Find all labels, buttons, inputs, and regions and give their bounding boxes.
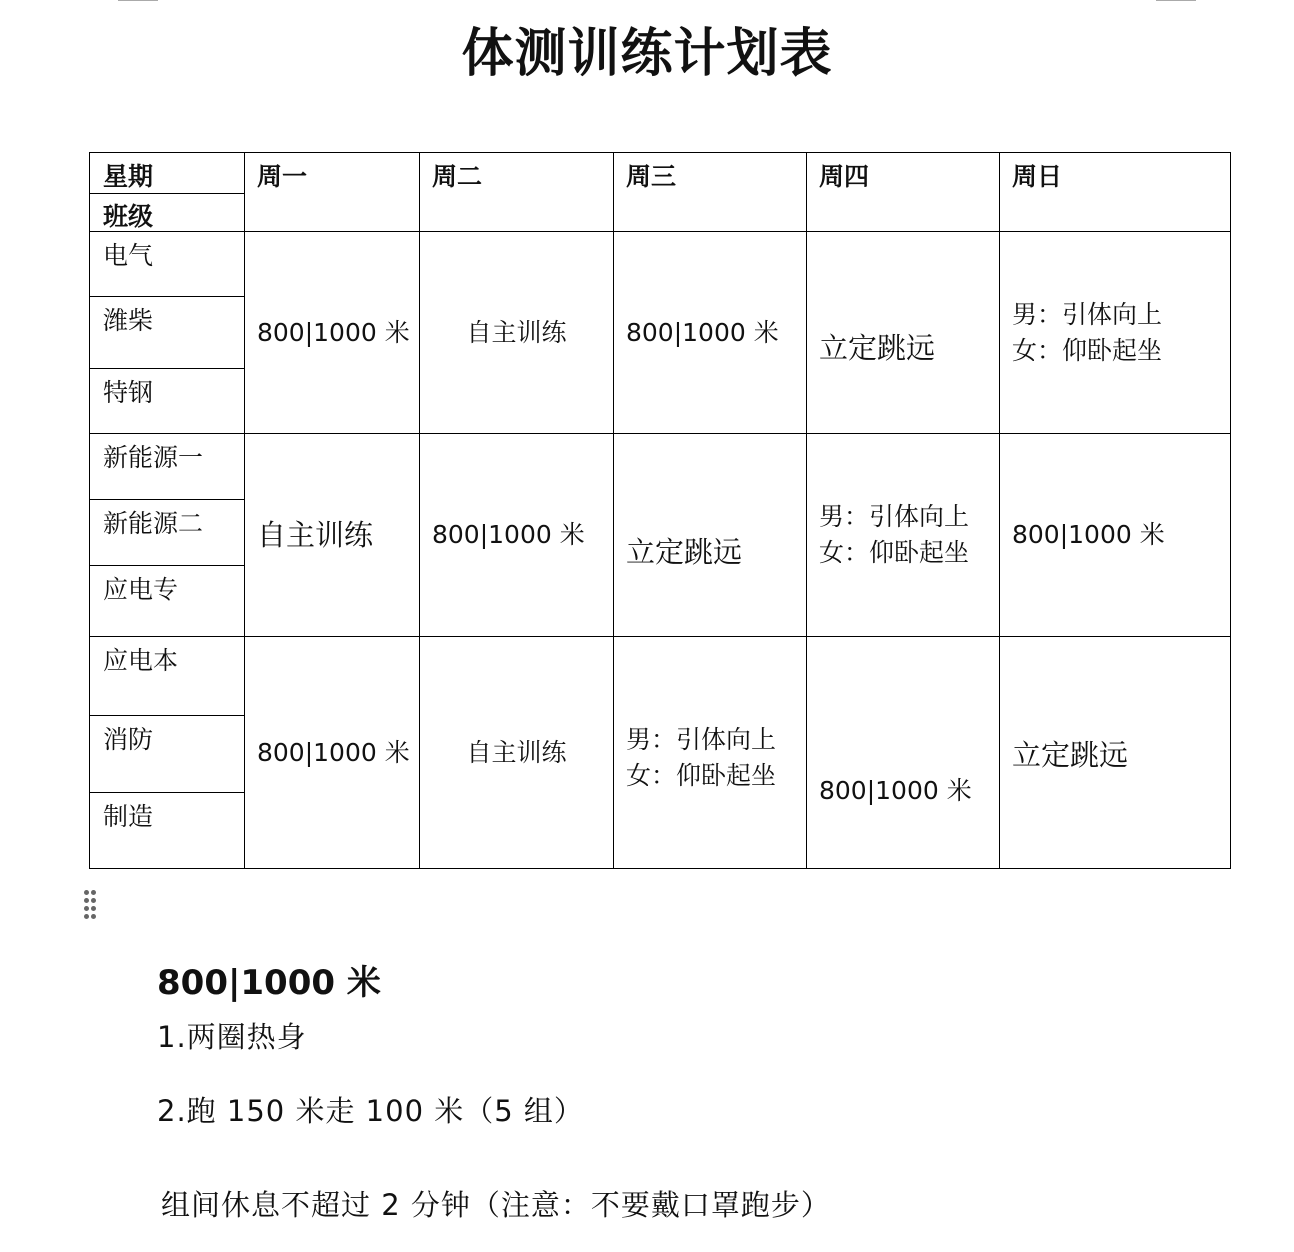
class-group-cell: [90, 434, 245, 637]
class-group-cell: [90, 637, 245, 869]
class-name: 特钢: [90, 368, 244, 432]
day-header-thu: 周四: [807, 153, 1000, 232]
drag-handle-icon[interactable]: [84, 890, 98, 920]
activity-cell: 800|1000 米: [245, 637, 420, 869]
class-name: 消防: [90, 715, 244, 792]
activity-cell: 800|1000 米: [614, 232, 807, 434]
activity-cell: 男：引体向上 女：仰卧起坐: [1000, 232, 1231, 434]
activity-cell: 男：引体向上 女：仰卧起坐: [807, 434, 1000, 637]
training-notes: [157, 955, 831, 1222]
class-name: 应电专: [90, 565, 244, 635]
activity-cell: 立定跳远: [614, 434, 807, 637]
activity-cell: 自主训练: [420, 232, 614, 434]
class-name: 应电本: [103, 646, 179, 675]
class-name: 制造: [90, 792, 244, 867]
class-group-cell: [90, 232, 245, 434]
activity-cell: 800|1000 米: [807, 637, 1000, 869]
class-name: 潍柴: [90, 296, 244, 368]
day-header-tue: 周二: [420, 153, 614, 232]
notes-rest-rule: 组间休息不超过 2 分钟（注意：不要戴口罩跑步）: [161, 1188, 831, 1222]
page-corner-mark-left: [118, 0, 158, 1]
training-schedule-table: [89, 152, 1231, 869]
day-header-mon: 周一: [245, 153, 420, 232]
notes-step-1: 1.两圈热身: [157, 1020, 307, 1054]
document-title: 体测训练计划表: [461, 23, 833, 84]
table-header-row: [90, 153, 1231, 232]
weekday-corner-label: 星期: [103, 162, 154, 191]
class-name: 电气: [103, 241, 154, 270]
activity-cell: 立定跳远: [807, 232, 1000, 434]
corner-header-cell: [90, 153, 245, 232]
class-name: 新能源二: [90, 499, 244, 565]
activity-cell: 800|1000 米: [245, 232, 420, 434]
activity-cell: 男：引体向上 女：仰卧起坐: [614, 637, 807, 869]
page-corner-mark-right: [1156, 0, 1196, 1]
day-header-wed: 周三: [614, 153, 807, 232]
table-row: [90, 232, 1231, 434]
activity-cell: 800|1000 米: [420, 434, 614, 637]
activity-cell: 自主训练: [420, 637, 614, 869]
activity-cell: 自主训练: [245, 434, 420, 637]
notes-step-2: 2.跑 150 米走 100 米（5 组）: [157, 1094, 584, 1128]
table-row: [90, 637, 1231, 869]
activity-cell: 立定跳远: [1000, 637, 1231, 869]
notes-heading: 800|1000 米: [157, 963, 381, 1003]
class-name: 新能源一: [103, 443, 204, 472]
day-header-sun: 周日: [1000, 153, 1231, 232]
class-corner-label: 班级: [103, 202, 154, 231]
table-row: [90, 434, 1231, 637]
activity-cell: 800|1000 米: [1000, 434, 1231, 637]
